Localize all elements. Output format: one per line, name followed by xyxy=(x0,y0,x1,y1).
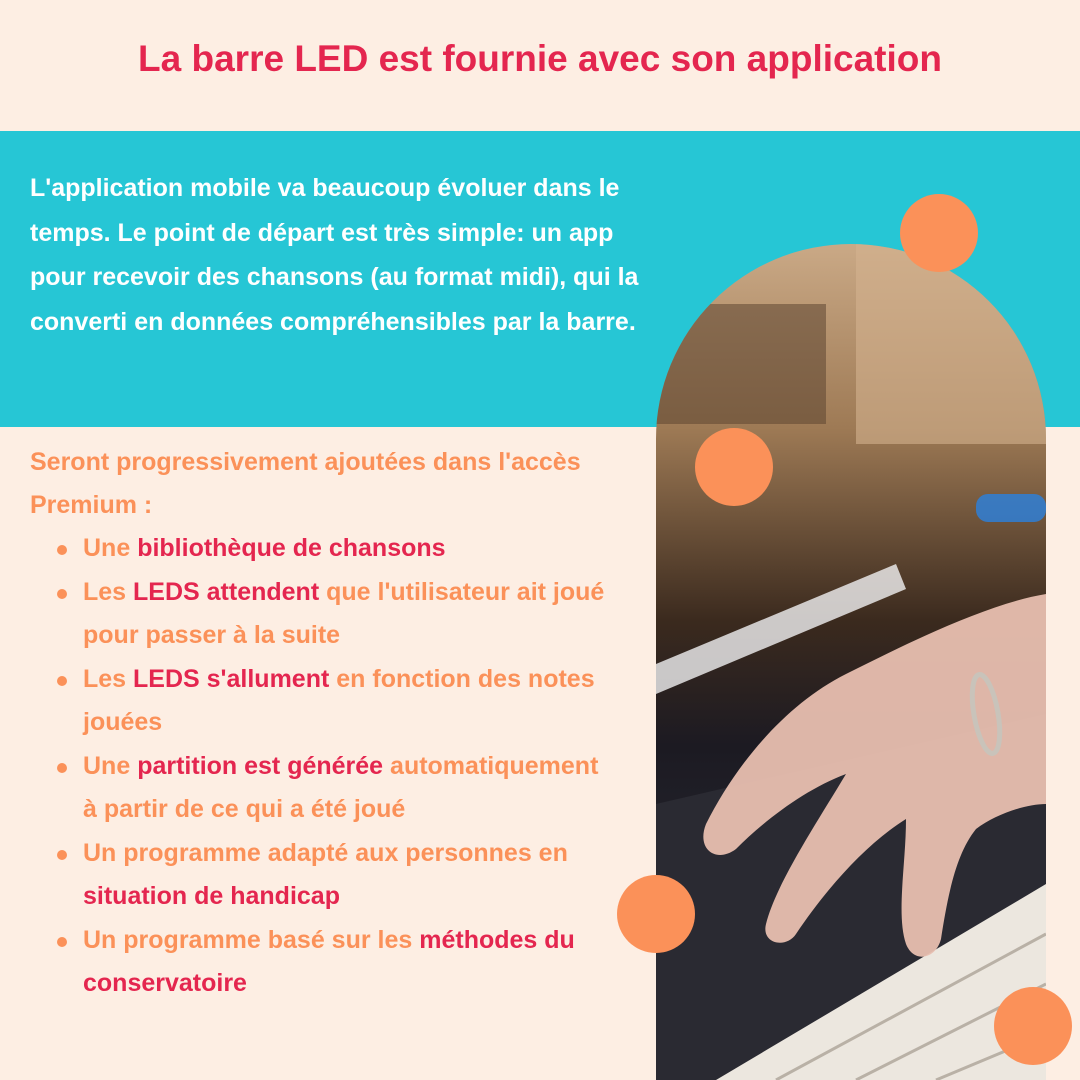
feature-text: Les xyxy=(83,664,134,693)
feature-item xyxy=(30,745,610,832)
feature-highlight: méthodes du conservatoire xyxy=(83,925,575,997)
feature-text: automatiquement à partir de ce qui a été joué xyxy=(83,751,599,823)
background-wood xyxy=(856,244,1046,444)
feature-text: Les xyxy=(83,577,134,606)
feature-item xyxy=(30,571,610,658)
piano-hands-photo xyxy=(656,244,1046,1080)
feature-item xyxy=(30,832,610,919)
feature-text: Une xyxy=(83,534,138,562)
decorative-dot xyxy=(695,428,773,506)
blue-light xyxy=(976,494,1046,522)
background-shadow xyxy=(656,304,826,424)
feature-text: en fonction des notes jouées xyxy=(83,664,595,736)
feature-highlight: situation de handicap xyxy=(83,882,340,910)
feature-text: Un programme adapté aux personnes en xyxy=(83,838,568,867)
feature-highlight: bibliothèque de chansons xyxy=(137,534,446,562)
feature-item xyxy=(30,658,610,745)
feature-text: Une xyxy=(83,751,138,780)
decorative-dot xyxy=(617,875,695,953)
decorative-dot xyxy=(994,987,1072,1065)
intro-text: L'application mobile va beaucoup évoluer dans le temps. Le point de départ est très simple: un app pour recevoir des chansons (au format midi), qui la converti en données compréhensibles par la barre. xyxy=(30,174,639,336)
feature-item xyxy=(30,919,610,1006)
feature-text: que l'utilisateur ait joué pour passer à la suite xyxy=(83,577,605,649)
decorative-dot xyxy=(900,194,978,272)
feature-highlight: partition est générée xyxy=(137,751,384,780)
feature-list xyxy=(30,527,610,1006)
feature-highlight: LEDS s'allument xyxy=(133,664,330,693)
feature-text: Un programme basé sur les xyxy=(83,925,420,954)
piano-illustration xyxy=(656,244,1046,1080)
feature-highlight: LEDS attendent xyxy=(133,577,320,606)
page-title: La barre LED est fournie avec son application xyxy=(138,38,942,79)
feature-item xyxy=(30,527,610,571)
premium-heading: Seront progressivement ajoutées dans l'accès Premium : xyxy=(30,448,581,519)
